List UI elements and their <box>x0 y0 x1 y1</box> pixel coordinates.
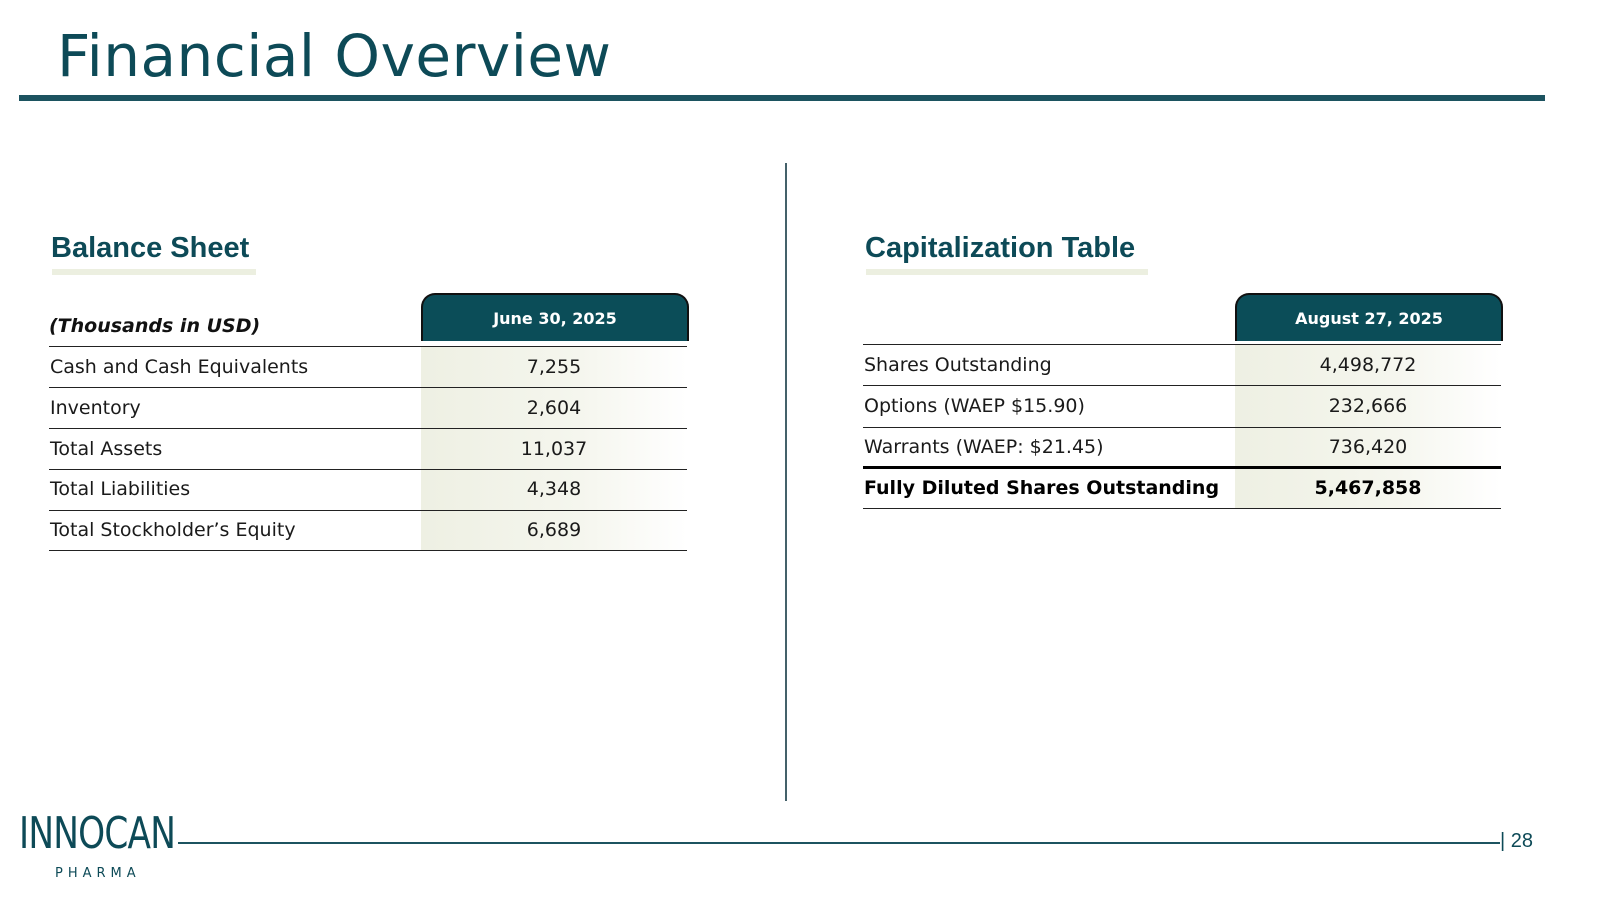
row-value: 232,666 <box>1328 395 1408 417</box>
title-rule <box>19 95 1545 101</box>
footer-rule <box>178 842 1500 844</box>
table-rule <box>49 469 687 470</box>
row-value: 6,689 <box>526 519 582 541</box>
row-value: 4,498,772 <box>1319 354 1417 376</box>
row-label: Warrants (WAEP: $21.45) <box>864 436 1104 458</box>
company-logo-subtitle: PHARMA <box>55 866 141 881</box>
table-rule <box>863 385 1501 386</box>
page-title: Financial Overview <box>57 22 612 90</box>
balance-sheet-heading: Balance Sheet <box>51 232 250 264</box>
total-label: Fully Diluted Shares Outstanding <box>864 477 1220 499</box>
balance-sheet-column-header: June 30, 2025 <box>421 293 689 341</box>
row-label: Inventory <box>50 397 141 419</box>
row-label: Total Stockholder’s Equity <box>50 519 296 541</box>
table-rule <box>49 387 687 388</box>
table-rule <box>863 427 1501 428</box>
row-label: Options (WAEP $15.90) <box>864 395 1085 417</box>
cap-table-heading: Capitalization Table <box>865 232 1136 264</box>
company-logo: INNOCAN <box>19 808 176 859</box>
column-divider <box>785 163 787 801</box>
table-rule <box>49 428 687 429</box>
page-number: | 28 <box>1500 830 1533 852</box>
row-value: 4,348 <box>526 478 582 500</box>
table-rule <box>863 508 1501 509</box>
total-rule <box>863 466 1501 469</box>
total-value: 5,467,858 <box>1314 477 1422 499</box>
row-label: Total Assets <box>50 438 163 460</box>
row-value: 7,255 <box>526 356 582 378</box>
cap-table-heading-underline <box>866 269 1148 275</box>
units-label: (Thousands in USD) <box>49 315 261 337</box>
table-rule <box>49 346 687 347</box>
row-label: Shares Outstanding <box>864 354 1052 376</box>
row-value: 736,420 <box>1328 436 1408 458</box>
row-value: 11,037 <box>520 438 588 460</box>
row-label: Cash and Cash Equivalents <box>50 356 309 378</box>
row-value: 2,604 <box>526 397 582 419</box>
table-rule <box>49 510 687 511</box>
cap-table-column-header: August 27, 2025 <box>1235 293 1503 341</box>
table-rule <box>863 344 1501 345</box>
row-label: Total Liabilities <box>50 478 191 500</box>
table-rule <box>49 550 687 551</box>
balance-sheet-heading-underline <box>52 269 256 275</box>
